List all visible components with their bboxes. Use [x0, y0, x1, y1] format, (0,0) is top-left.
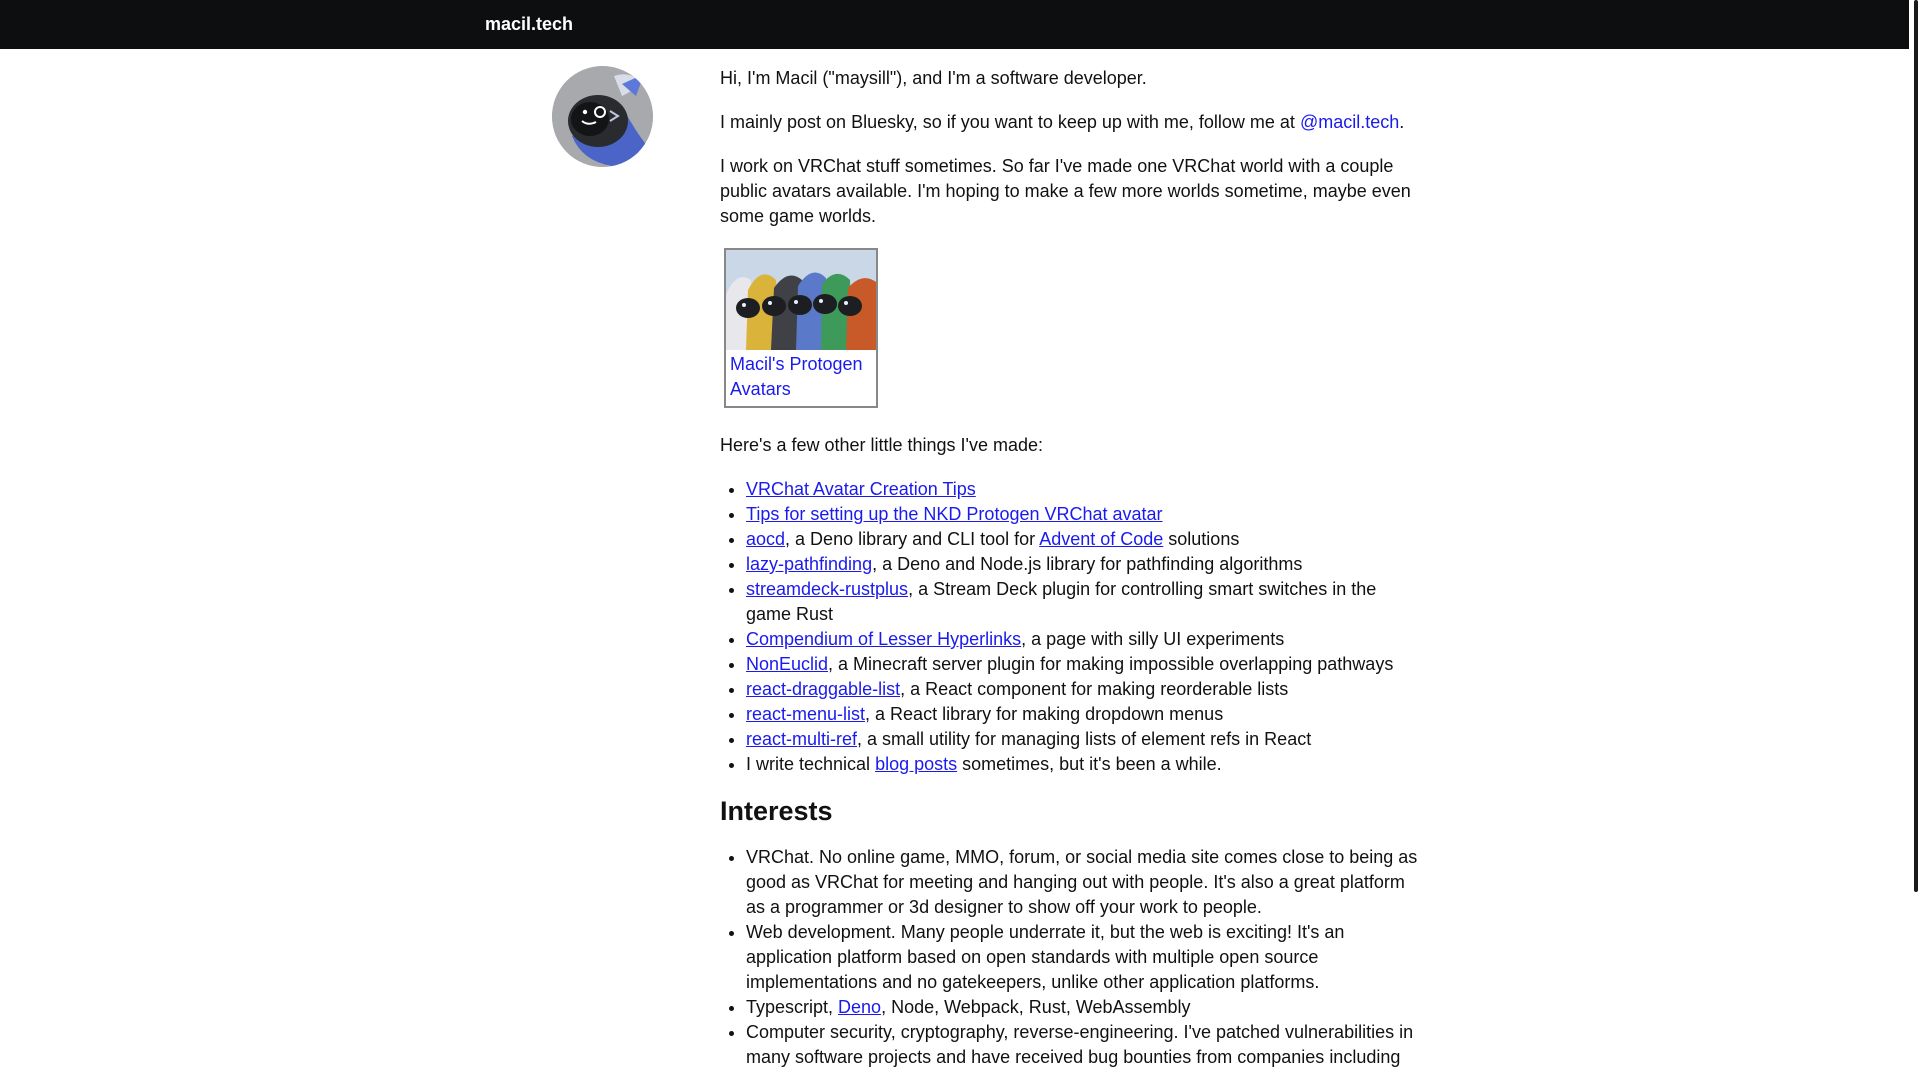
project-link-vrchat-tips[interactable]: VRChat Avatar Creation Tips: [746, 479, 976, 499]
project-desc: sometimes, but it's been a while.: [957, 754, 1222, 774]
project-desc: , a React component for making reorderable lists: [900, 679, 1289, 699]
list-item: • VRChat. No online game, MMO, forum, or social media site comes close to being as good as VRChat for meeting and hanging out with people. It's also a great platform as a programmer or 3d designer to show off your work to people.: [746, 845, 1420, 920]
scrollbar-thumb[interactable]: [1914, 0, 1918, 892]
world-card-link[interactable]: Macil's Protogen Avatars: [730, 354, 863, 399]
list-item: [746, 752, 1420, 777]
project-desc: , a React library for making dropdown menus: [865, 704, 1224, 724]
project-desc: , a Deno and Node.js library for pathfinding algorithms: [872, 554, 1303, 574]
protogen-avatar-icon: [552, 66, 653, 167]
advent-of-code-link[interactable]: Advent of Code: [1039, 529, 1164, 549]
intro-vrchat: I work on VRChat stuff sometimes. So far I've made one VRChat world with a couple public avatars available. I'm hoping to make a few more worlds sometime, maybe even some game worlds.: [720, 156, 1411, 226]
projects-list: [720, 477, 1420, 777]
interest-text: Typescript,: [746, 997, 839, 1017]
scrollbar[interactable]: [1909, 0, 1920, 1080]
list-item: [746, 627, 1420, 652]
bluesky-handle-link[interactable]: @macil.tech: [1299, 112, 1400, 132]
intro-bluesky-text: I mainly post on Bluesky, so if you want to keep up with me, follow me at: [720, 112, 1300, 132]
list-item: [746, 477, 1420, 502]
site-title-link[interactable]: macil.tech: [485, 14, 574, 34]
list-item: [746, 652, 1420, 677]
project-desc: I write technical: [746, 754, 876, 774]
blog-posts-link[interactable]: blog posts: [875, 754, 958, 774]
project-link-nkd-protogen-tips[interactable]: Tips for setting up the NKD Protogen VRChat avatar: [746, 504, 1163, 524]
interest-text: , Node, Webpack, Rust, WebAssembly: [881, 997, 1191, 1017]
list-item: [746, 995, 1420, 1020]
project-link-streamdeck-rustplus[interactable]: streamdeck-rustplus: [746, 579, 909, 599]
list-item: [746, 702, 1420, 727]
avatar: [552, 66, 653, 167]
list-item: [746, 552, 1420, 577]
project-desc: , a Minecraft server plugin for making impossible overlapping pathways: [828, 654, 1394, 674]
list-item: • Web development. Many people underrate it, but the web is exciting! It's an application platform based on open standards with multiple open source implementations and no gatekeepers, unlike other application platforms.: [746, 920, 1420, 995]
project-desc: , a small utility for managing lists of element refs in React: [857, 729, 1312, 749]
project-link-aocd[interactable]: aocd: [746, 529, 786, 549]
project-link-react-menu-list[interactable]: react-menu-list: [746, 704, 866, 724]
deno-link[interactable]: Deno: [838, 997, 882, 1017]
project-link-compendium[interactable]: Compendium of Lesser Hyperlinks: [746, 629, 1022, 649]
project-desc: , a Stream Deck plugin for controlling smart switches in the game Rust: [746, 579, 1377, 624]
projects-intro: Here's a few other little things I've made:: [720, 435, 1044, 455]
project-link-react-draggable-list[interactable]: react-draggable-list: [746, 679, 901, 699]
intro-bluesky: [720, 110, 1420, 135]
protogen-avatars-thumbnail[interactable]: [726, 250, 876, 350]
list-item: • Computer security, cryptography, reverse-engineering. I've patched vulnerabilities in many software projects and have received bug bounties from companies including: [746, 1020, 1420, 1070]
project-link-noneuclid[interactable]: NonEuclid: [746, 654, 829, 674]
project-desc: , a page with silly UI experiments: [1021, 629, 1285, 649]
intro-greeting: Hi, I'm Macil ("maysill"), and I'm a software developer.: [720, 68, 1147, 88]
list-item: [746, 727, 1420, 752]
list-item: [746, 577, 1420, 627]
main-content: [720, 66, 1420, 1088]
project-link-lazy-pathfinding[interactable]: lazy-pathfinding: [746, 554, 873, 574]
interests-heading: Interests: [720, 796, 833, 826]
list-item: [746, 677, 1420, 702]
list-item: [746, 527, 1420, 552]
project-desc: , a Deno library and CLI tool for: [785, 529, 1040, 549]
interests-list: [720, 845, 1420, 1070]
project-link-react-multi-ref[interactable]: react-multi-ref: [746, 729, 858, 749]
world-card[interactable]: [724, 248, 878, 408]
project-desc: solutions: [1163, 529, 1240, 549]
list-item: [746, 502, 1420, 527]
top-navbar: [0, 0, 1909, 49]
intro-bluesky-period: .: [1399, 112, 1405, 132]
